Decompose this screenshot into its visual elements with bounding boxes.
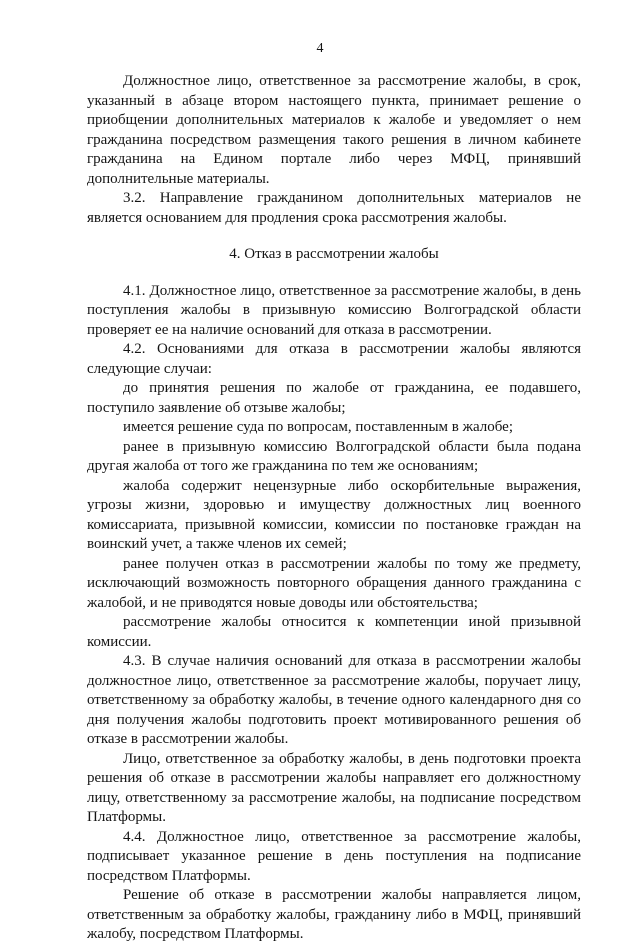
list-item: жалоба содержит нецензурные либо оскорбительные выражения, угрозы жизни, здоровью и имуществу должностных лиц военного комиссариата, призывной комиссии, комиссии по постановке граждан на воинский учет, а также членов их семей; [87, 477, 581, 552]
page-number: 4 [316, 41, 324, 56]
paragraph-4-3: 4.3. В случае наличия оснований для отказа в рассмотрении жалобы должностное лицо, ответственное за рассмотрение жалобы, поручает лицу, ответственному за обработку жалобы, в течение одного календарного дня со дня получения жалобы подготовить проект мотивированного решения об отказе в рассмотрении жалобы. [87, 653, 581, 747]
paragraph-4-1: 4.1. Должностное лицо, ответственное за рассмотрение жалобы, в день поступления жалобы в призывную комиссию Волгоградской области проверяет ее на наличие оснований для отказа в рассмотрении. [87, 282, 581, 338]
paragraph: Решение об отказе в рассмотрении жалобы направляется лицом, ответственным за обработку жалобы, гражданину либо в МФЦ, принявший жалобу, посредством Платформы. [87, 887, 581, 942]
paragraph-4-4: 4.4. Должностное лицо, ответственное за рассмотрение жалобы, подписывает указанное решение в день поступления на подписание посредством Платформы. [87, 828, 581, 884]
paragraph: 3.2. Направление гражданином дополнительных материалов не является основанием для продления срока рассмотрения жалобы. [87, 190, 581, 226]
list-item: до принятия решения по жалобе от гражданина, ее подавшего, поступило заявление об отзыве жалобы; [87, 380, 581, 416]
document-body [87, 72, 581, 945]
paragraph: Должностное лицо, ответственное за рассмотрение жалобы, в срок, указанный в абзаце втором настоящего пункта, принимает решение о приобщении дополнительных материалов к жалобе и уведомляет о нем гражданина посредством размещения такого решения в личном кабинете гражданина на Едином портале либо через МФЦ, принявший дополнительные материалы. [87, 73, 581, 187]
paragraph: Лицо, ответственное за обработку жалобы, в день подготовки проекта решения об отказе в рассмотрении жалобы направляет его должностному лицу, ответственному за рассмотрение жалобы, на подписание посредством Платформы. [87, 750, 581, 825]
section-heading: 4. Отказ в рассмотрении жалобы [229, 246, 439, 262]
list-item: имеется решение суда по вопросам, поставленным в жалобе; [123, 419, 513, 435]
list-item: ранее в призывную комиссию Волгоградской области была подана другая жалоба от того же гражданина по тем же основаниям; [87, 438, 581, 474]
list-item: рассмотрение жалобы относится к компетенции иной призывной комиссии. [87, 614, 581, 650]
paragraph-4-2: 4.2. Основаниями для отказа в рассмотрении жалобы являются следующие случаи: [87, 341, 581, 377]
list-item: ранее получен отказ в рассмотрении жалобы по тому же предмету, исключающий возможность повторного обращения данного гражданина с жалобой, и не приводятся новые доводы или обстоятельства; [87, 555, 581, 611]
